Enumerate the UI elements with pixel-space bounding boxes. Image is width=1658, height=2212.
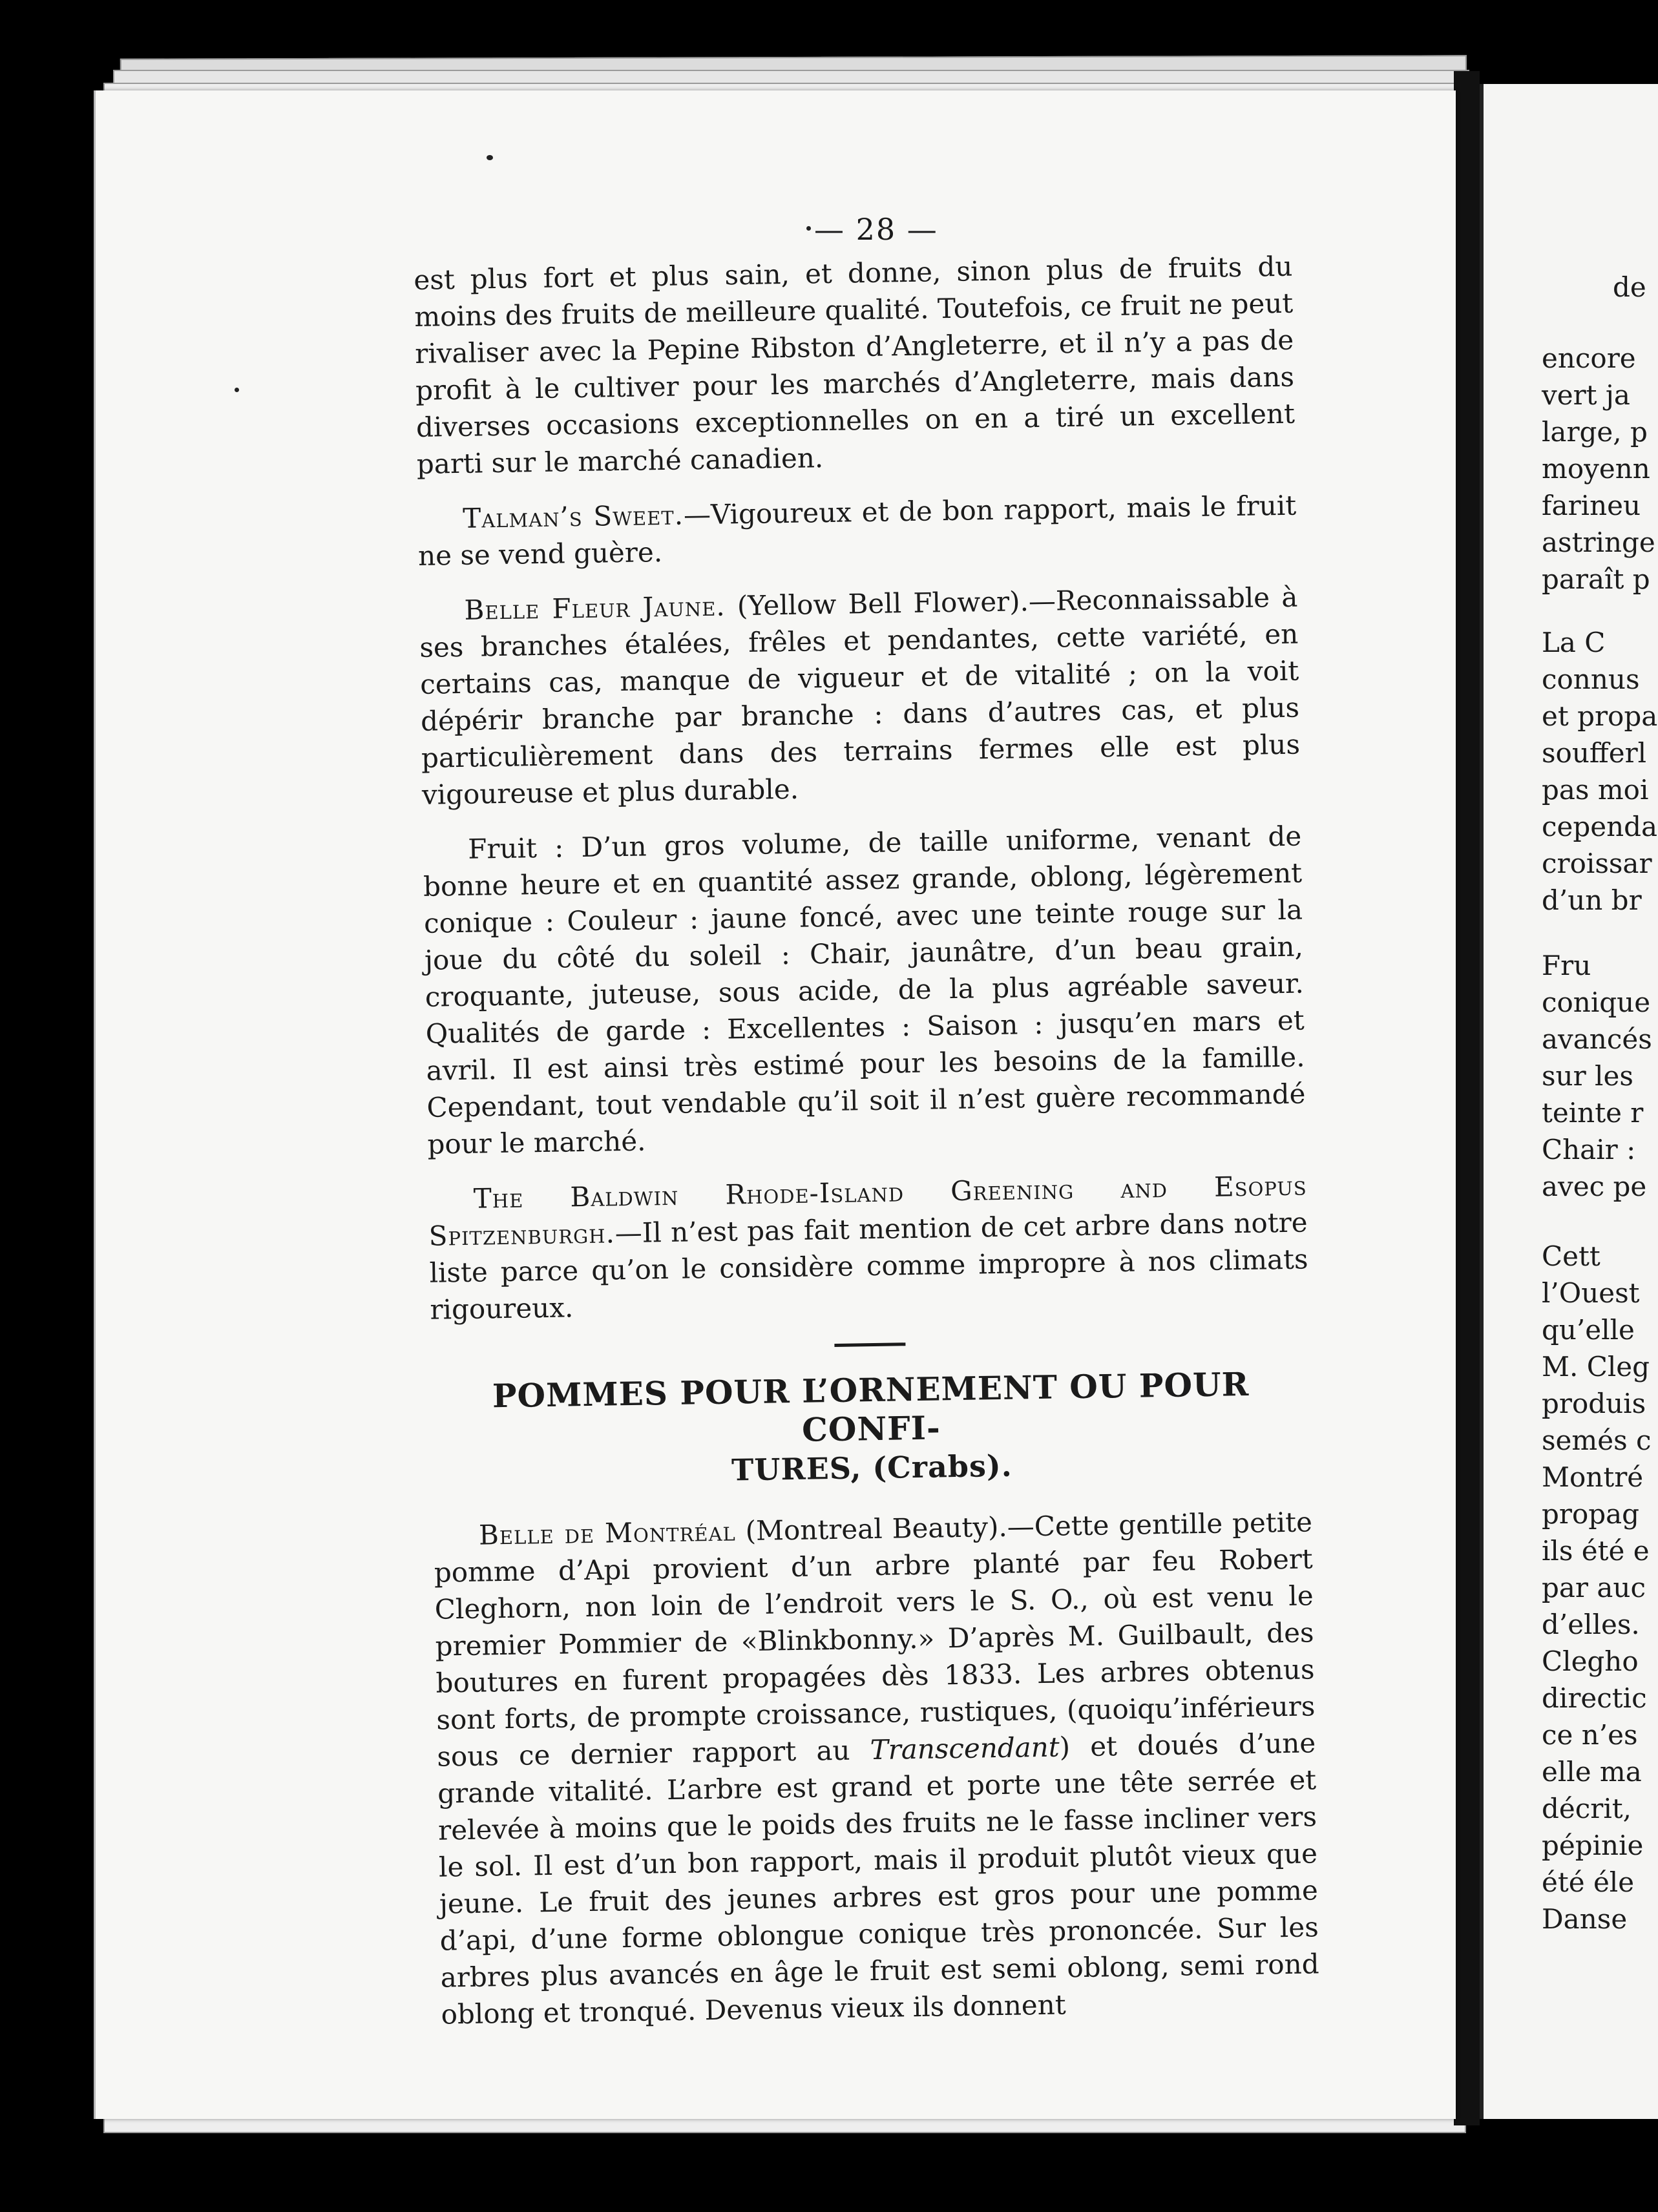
italic-variety: Transcendant (870, 1731, 1060, 1766)
facing-text-line: décrit, (1542, 1793, 1632, 1824)
facing-text-line: La C (1542, 627, 1606, 658)
facing-text-line: été éle (1542, 1866, 1635, 1898)
facing-text-line: ils été e (1542, 1535, 1650, 1567)
facing-text-line: d’elles. (1542, 1609, 1640, 1640)
facing-text-line: farineu (1542, 490, 1641, 521)
facing-text-line: pépinie (1542, 1830, 1644, 1861)
variety-description: ) et doués d’une grande vitalité. L’arbre est grand et porte une tête serrée et relevée à moins que le poids des fruits ne le fasse incliner vers le sol. Il est d’un bon rapport, mais il produit plutôt vieux que jeune. Le fruit des jeunes arbres est gros pour une pomme d’api, d’une forme oblongue conique très prononcée. Sur les arbres plus avancés en âge le fruit est semi oblong, semi rond oblong et tronqué. Devenus vieux ils donnent (437, 1727, 1319, 2030)
facing-text-line: ce n’es (1542, 1719, 1638, 1751)
facing-text-line: paraît p (1542, 563, 1650, 595)
facing-text-line: Montré (1542, 1461, 1644, 1493)
facing-text-line: produis (1542, 1388, 1646, 1419)
variety-description: (Montreal Beauty).—Cette gentille petite pomme d’Api provient d’un arbre planté par feu Robert Cleghorn, non loin de l’endroit vers le S. O., où est venu le premier Pommier de «Blinkbonny.» D’après M. Guilbault, des boutures en furent propagées dès 1833. Les arbres obtenus sont forts, de prompte croissance, rustiques, (quoiqu’inférieurs sous ce dernier rapport au (434, 1506, 1316, 1773)
facing-text-line: teinte r (1542, 1097, 1644, 1129)
facing-text-line: par auc (1542, 1572, 1646, 1603)
right-page (1480, 84, 1658, 2119)
facing-text-line: croissar (1542, 848, 1652, 879)
ink-speck (487, 155, 493, 160)
ink-speck (806, 226, 811, 231)
section-divider (834, 1342, 905, 1347)
paragraph-intro: est plus fort et plus sain, et donne, sinon plus de fruits du moins des fruits de meilleure qualité. Toutefois, ce fruit ne peut rivaliser avec la Pepine Ribston d’Angleterre, et il n’y a pas de profit à le cultiver pour les marchés d’Angleterre, mais dans diverses occasions exceptionnelles on en a tiré un excellent parti sur le marché canadien. (414, 250, 1296, 480)
facing-text-line: elle ma (1542, 1756, 1642, 1788)
facing-text-line: astringe (1542, 527, 1655, 558)
facing-text-line: directic (1542, 1682, 1647, 1714)
section-heading (431, 1364, 1312, 1494)
facing-text-line: semés c (1542, 1424, 1652, 1456)
facing-text-line: Clegho (1542, 1645, 1639, 1677)
variety-description: —Vigoureux et de bon rapport, mais le fruit ne se vend guère. (417, 489, 1297, 572)
heading-line: TURES, (Crabs). (731, 1448, 1013, 1488)
facing-text-line: conique (1542, 986, 1651, 1018)
variety-name: Belle de Montréal (478, 1515, 737, 1551)
facing-text-line: pas moi (1542, 774, 1649, 806)
paragraph-baldwin (428, 1167, 1308, 1328)
facing-text-line: l’Ouest (1542, 1277, 1640, 1309)
facing-text-line: moyenn (1542, 453, 1650, 485)
heading-line: POMMES POUR L’ORNEMENT OU POUR CONFI- (492, 1364, 1250, 1449)
facing-text-line: sur les (1542, 1060, 1633, 1092)
page-number: — 28 — (814, 212, 938, 247)
facing-text-line: qu’elle (1542, 1314, 1635, 1346)
ink-speck (235, 388, 239, 392)
facing-text-line: Danse (1542, 1903, 1628, 1935)
facing-text-line: avec pe (1542, 1171, 1647, 1202)
book-gutter (1454, 71, 1480, 2125)
facing-text-line: large, p (1542, 416, 1648, 448)
paragraph-belle-fleur (419, 579, 1301, 813)
facing-text-line: encore (1542, 342, 1636, 374)
variety-name: The Baldwin Rhode-Island Greening and Esopus Spitzenburgh. (428, 1169, 1308, 1252)
body-text (414, 248, 1320, 2051)
facing-text-line: Chair : (1542, 1134, 1636, 1165)
facing-text-line: propag (1542, 1498, 1640, 1530)
facing-text-line: cependa (1542, 811, 1658, 842)
variety-name: Belle Fleur Jaune. (464, 590, 726, 626)
facing-text-line: avancés (1542, 1023, 1652, 1055)
paragraph-talman (417, 487, 1297, 574)
paragraph-fruit: Fruit : D’un gros volume, de taille uniforme, venant de bonne heure et en quantité assez grande, oblong, légèrement conique : Couleur : jaune foncé, avec une teinte rouge sur la joue du côté du soleil : Chair, jaunâtre, d’un beau grain, croquante, juteuse, sous acide, de la plus agréable saveur. Qualités de garde : Excellentes : Saison : jusqu’en mars et avril. Il est ainsi très estimé pour les besoins de la famille. Cependant, tout vendable qu’il soit il n’est guère recommandé pour le marché. (423, 820, 1306, 1160)
facing-text-line: connus (1542, 663, 1640, 695)
facing-text-line: vert ja (1542, 379, 1630, 411)
facing-text-line: d’un br (1542, 884, 1642, 916)
facing-text-line: Cett (1542, 1240, 1600, 1272)
facing-fragment: de (1613, 271, 1646, 303)
facing-text-line: soufferl (1542, 737, 1647, 769)
facing-text-line: M. Cleg (1542, 1351, 1650, 1382)
paragraph-montreal (434, 1503, 1320, 2032)
variety-description: —Il n’est pas fait mention de cet arbre dans notre liste parce qu’on le considère comme impropre à nos climats rigoureux. (429, 1206, 1308, 1326)
variety-name: Talman’s Sweet. (462, 499, 684, 534)
facing-text-line: et propa (1542, 700, 1658, 732)
facing-text-line: Fru (1542, 950, 1591, 981)
variety-description: (Yellow Bell Flower).—Reconnaissable à ses branches étalées, frêles et pendantes, cette variété, en certains cas, manque de vigueur et de vitalité ; on la voit dépérir branche par branche : dans d’autres cas, et plus particulièrement dans des terrains fermes elle est plus vigoureuse et plus durable. (419, 581, 1301, 811)
